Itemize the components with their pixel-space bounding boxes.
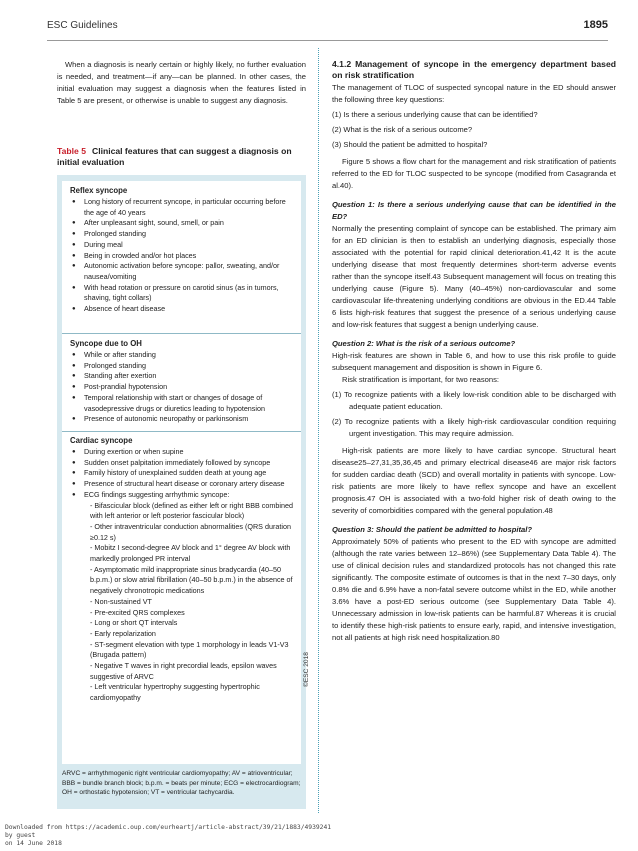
table-body (62, 181, 310, 764)
esc-copyright-stamp: ©ESC 2018 (303, 652, 310, 687)
question-2-heading: Question 2: What is the risk of a serious outcome? (332, 339, 516, 348)
list-item: - Early repolarization (90, 628, 156, 638)
list-item: ● After unpleasant sight, sound, smell, or pain (66, 218, 297, 229)
list-item: - Long or short QT intervals (90, 618, 178, 628)
section-divider (62, 431, 301, 432)
journal-section: ESC Guidelines (47, 20, 118, 31)
question-1-heading: Question 1: Is there a serious underlying cause that can be identified in the ED? (332, 200, 616, 221)
list-item: - Pre-excited QRS complexes (90, 607, 185, 617)
table-label: Table 5 (57, 146, 86, 156)
section-heading: Reflex syncope (70, 186, 128, 195)
list-item: - Non-sustained VT (90, 596, 152, 606)
question-1-text: Normally the presenting complaint of syncope can be established. The primary aim for an ED clinician is then to establish an underlying diagnosis, especially those associated with the potential for rapid clinical deterioration.41,42 It is the acute underlying disease that most frequently determines short-term adverse events rather than the syncope itself.43 Subsequent management will focus on treating this underlying cause (Figure 5). Many (40–45%) non-cardiovascular and some cardiovascular life-threatening underlying conditions are obvious in the ED.44 Table 6 lists high-risk features that suggest the presence of a serious underlying cause and low-risk features that suggest a benign underlying cause. (332, 224, 616, 329)
intro-paragraph: The management of TLOC of suspected syncopal nature in the ED should answer the following three key questions: (332, 83, 616, 104)
reason-item: (1) To recognize patients with a likely low-risk condition able to be discharged with adequate patient education. (332, 390, 616, 411)
running-header (47, 20, 608, 36)
section-cardiac (66, 435, 297, 704)
list-item: ● Post-prandial hypotension (66, 382, 297, 393)
list-item: - Other intraventricular conduction abnormalities (QRS duration ≥0.12 s) (90, 521, 291, 542)
section-heading: Cardiac syncope (70, 436, 133, 445)
list-item: - ST-segment elevation with type 1 morphology in leads V1-V3 (Brugada pattern) (90, 639, 289, 660)
table-footnote: ARVC = arrhythmogenic right ventricular cardiomyopathy; AV = atrioventricular; BBB = bundle branch block; b.p.m. = beats per minute; ECG = electrocardiogram; OH = orthostatic hypotension; VT = ventricular tachycardia. (62, 770, 301, 796)
table-caption (57, 146, 306, 168)
list-item: ● Presence of autonomic neuropathy or parkinsonism (66, 414, 297, 425)
ecg-findings-list (66, 501, 297, 704)
list-item: ● During exertion or when supine (66, 447, 297, 458)
question-2-text: High-risk features are shown in Table 6, and how to use this risk profile to guide subsequent management and disposition is shown in Figure 6. (332, 351, 616, 372)
list-item: ● Presence of structural heart disease or coronary artery disease (66, 479, 297, 490)
list-item: - Asymptomatic mild inappropriate sinus bradycardia (40–50 b.p.m.) or slow atrial fibrillation (40–50 b.p.m.) in the absence of negatively chronotropic medications (90, 564, 293, 596)
download-watermark: Downloaded from https://academic.oup.com/eurheartj/article-abstract/39/21/1883/4939241 by guest on 14 June 2018 (5, 824, 332, 847)
question-3-heading: Question 3: Should the patient be admitted to hospital? (332, 525, 532, 534)
key-question: (1) Is there a serious underlying cause that can be identified? (332, 110, 538, 119)
list-item: ● Temporal relationship with start or changes of dosage of vasodepressive drugs or diuretics leading to hypotension (66, 393, 297, 414)
section-reflex (66, 185, 297, 315)
left-paragraph: When a diagnosis is nearly certain or highly likely, no further evaluation is needed, and treatment—if any—can be planned. In other cases, the initial evaluation may suggest a diagnosis when the features listed in Table 5 are present, or otherwise is unable to suggest any diagnosis. (57, 60, 306, 105)
table-5 (57, 175, 310, 809)
reason-item: (2) To recognize patients with a likely high-risk cardiovascular condition requiring urgent investigation. This may require admission. (332, 417, 616, 438)
list-item: ● Family history of unexplained sudden death at young age (66, 468, 297, 479)
list-item: - Left ventricular hypertrophy suggesting hypertrophic cardiomyopathy (90, 682, 260, 703)
list-item: ● With head rotation or pressure on carotid sinus (as in tumors, shaving, tight collars) (66, 283, 297, 304)
section-heading: 4.1.2 Management of syncope in the emergency department based on risk stratification (332, 59, 616, 80)
list-item: - Negative T waves in right precordial leads, epsilon waves suggestive of ARVC (90, 661, 277, 681)
page-number: 1895 (583, 19, 608, 31)
list-item: ● While or after standing (66, 350, 297, 361)
list-item: ● Prolonged standing (66, 229, 297, 240)
list-item: ● Being in crowded and/or hot places (66, 251, 297, 262)
list-item: - Bifascicular block (defined as either left or right BBB combined with left anterior or left posterior fascicular block) (90, 500, 293, 521)
list-item: - Mobitz I second-degree AV block and 1° degree AV block with markedly prolonged PR interval (90, 543, 291, 564)
list-item: ● During meal (66, 240, 297, 251)
list-item: ● Prolonged standing (66, 361, 297, 372)
right-column (332, 59, 616, 644)
header-rule (47, 40, 608, 41)
high-risk-paragraph: High-risk patients are more likely to have cardiac syncope. Structural heart disease25–27,31,35,36,45 and primary electrical disease46 are major risk factors for sudden cardiac death (SCD) and overall mortality in patients with syncope. Low-risk patients are more likely to have reflex syncope and have an excellent prognosis.47 OH is associated with a two-fold higher risk of death owing to the severity of comorbidities compared with the general population.48 (332, 446, 616, 515)
list-item: ● Standing after exertion (66, 371, 297, 382)
key-question: (2) What is the risk of a serious outcome? (332, 125, 473, 134)
list-item: ● Long history of recurrent syncope, in particular occurring before the age of 40 years (66, 197, 297, 218)
left-column (57, 59, 306, 107)
question-2-text2: Risk stratification is important, for two reasons: (342, 375, 499, 384)
list-item: ● Autonomic activation before syncope: pallor, sweating, and/or nausea/vomiting (66, 261, 297, 282)
key-question: (3) Should the patient be admitted to hospital? (332, 140, 488, 149)
list-item: ● Absence of heart disease (66, 304, 297, 315)
column-divider (318, 48, 319, 813)
section-oh (66, 338, 297, 425)
table-title: Clinical features that can suggest a diagnosis on initial evaluation (57, 146, 292, 167)
figure-paragraph: Figure 5 shows a flow chart for the management and risk stratification of patients referred to the ED for TLOC suspected to be syncope (modified from Casagranda et al.40). (332, 157, 616, 190)
section-divider (62, 333, 301, 334)
list-item: ● ECG findings suggesting arrhythmic syncope: (66, 490, 297, 501)
list-item: ● Sudden onset palpitation immediately followed by syncope (66, 458, 297, 469)
section-heading: Syncope due to OH (70, 339, 142, 348)
question-3-text: Approximately 50% of patients who present to the ED with syncope are admitted (although the rate varies between 12–86%) (see Supplementary Data Table 4). The use of clinical decision rules and standardized protocols has not changed this rate significantly. The composite estimate of outcomes is that in the next 7–30 days, only 0.8% die and 6.9% have a non-fatal severe outcome whilst in the ED, while another 3.6% have a post-ED serious outcome (see Supplementary Data Table 4). Unnecessary admission in low-risk patients can be harmful.87 Whereas it is crucial to identify these high-risk patients to ensure early, rapid, and intensive investigation, not all patients at high risk need hospitalization.80 (332, 537, 616, 642)
